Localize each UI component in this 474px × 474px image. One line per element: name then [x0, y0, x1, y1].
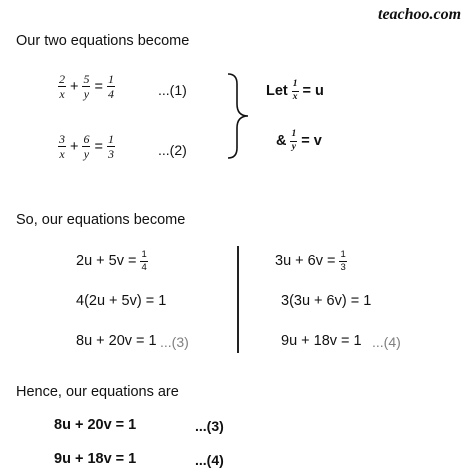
left-equation-2: 4(2u + 5v) = 1: [76, 293, 167, 309]
fraction-2-over-x: $\frac{2}{x}$: [59, 72, 65, 101]
equation-1-tag: ...(1): [158, 82, 187, 98]
final-equation-2-tag: ...(4): [195, 452, 224, 468]
equation-2: $\frac{3}{x}$ + $\frac{6}{y}$ = $\frac{1}{3}$: [59, 132, 114, 161]
fraction-1-over-4: $\frac{1}{4}$: [107, 72, 114, 101]
right-equation-1: 3u + 6v = $\frac{1}{3}$: [275, 249, 346, 273]
right-equation-3-tag: ...(4): [372, 334, 401, 350]
right-equation-3: 9u + 18v = 1: [281, 333, 362, 349]
left-equation-3-tag: ...(3): [160, 334, 189, 350]
substitution-u: Let $\frac{1}{x}$ = u: [266, 79, 324, 102]
left-equation-1: 2u + 5v = $\frac{1}{4}$: [76, 249, 147, 273]
fraction-6-over-y: $\frac{6}{y}$: [83, 132, 90, 161]
left-equation-3: 8u + 20v = 1: [76, 333, 157, 349]
equation-1: $\frac{2}{x}$ + $\frac{5}{y}$ = $\frac{1}{4}$: [59, 72, 114, 101]
fraction-1-over-3-right: $\frac{1}{3}$: [340, 249, 346, 273]
column-divider: [237, 246, 239, 353]
so-text: So, our equations become: [16, 212, 186, 228]
final-equation-1-tag: ...(3): [195, 418, 224, 434]
fraction-1-over-3: $\frac{1}{3}$: [107, 132, 114, 161]
equation-2-tag: ...(2): [158, 142, 187, 158]
final-equation-2: 9u + 18v = 1: [54, 451, 137, 467]
intro-text: Our two equations become: [16, 33, 190, 49]
hence-text: Hence, our equations are: [16, 384, 179, 400]
fraction-3-over-x: $\frac{3}{x}$: [59, 132, 65, 161]
fraction-1-over-x: $\frac{1}{x}$: [292, 79, 298, 102]
right-equation-2: 3(3u + 6v) = 1: [281, 293, 372, 309]
teachoo-logo: teachoo.com: [378, 6, 462, 23]
substitution-v: & $\frac{1}{y}$ = v: [276, 129, 322, 152]
final-equation-1: 8u + 20v = 1: [54, 417, 137, 433]
fraction-1-over-4-left: $\frac{1}{4}$: [141, 249, 147, 273]
curly-brace-icon: [224, 72, 254, 160]
fraction-1-over-y: $\frac{1}{y}$: [291, 129, 297, 152]
fraction-5-over-y: $\frac{5}{y}$: [83, 72, 90, 101]
